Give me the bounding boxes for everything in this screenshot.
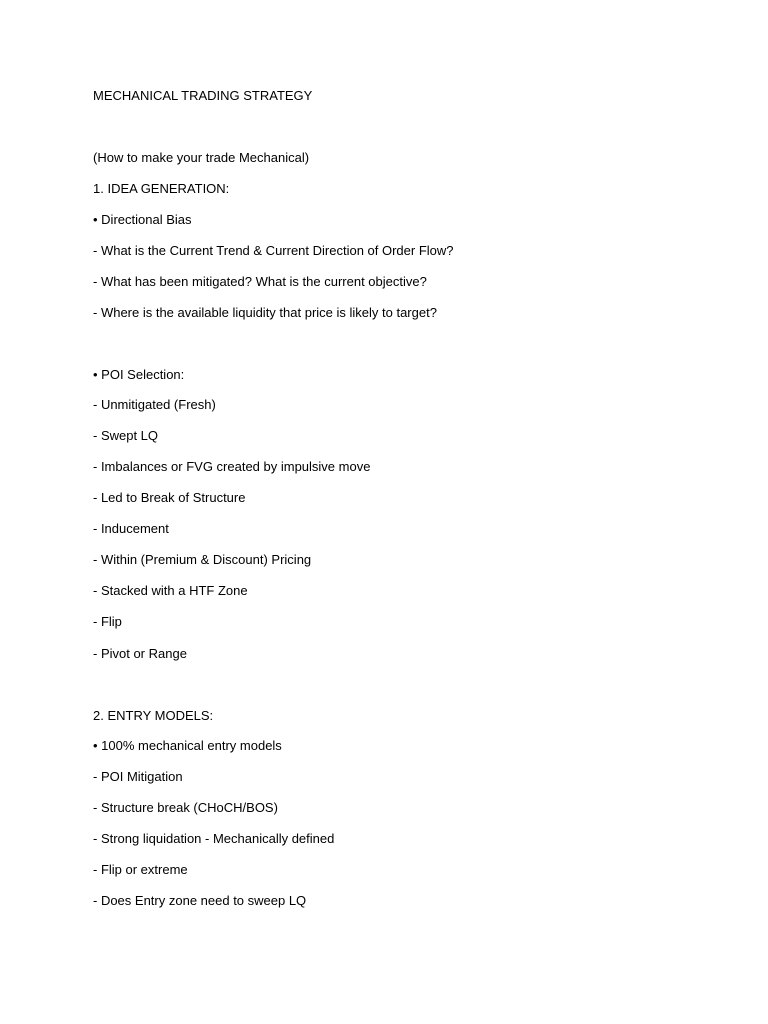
section-heading-entry-models: 2. ENTRY MODELS: (93, 708, 214, 723)
list-item: - What has been mitigated? What is the current objective? (93, 274, 427, 289)
list-item: - Flip or extreme (93, 862, 188, 877)
bullet-poi-selection: • POI Selection: (93, 367, 185, 382)
list-item: - Led to Break of Structure (93, 490, 246, 505)
list-item: - Does Entry zone need to sweep LQ (93, 893, 307, 908)
list-item: - Imbalances or FVG created by impulsive move (93, 459, 371, 474)
list-item: - Inducement (93, 521, 169, 536)
list-item: - POI Mitigation (93, 769, 183, 784)
document-title: MECHANICAL TRADING STRATEGY (93, 88, 313, 103)
section-heading-idea-generation: 1. IDEA GENERATION: (93, 181, 230, 196)
list-item: - Pivot or Range (93, 646, 187, 661)
bullet-directional-bias: • Directional Bias (93, 212, 192, 227)
list-item: - Strong liquidation - Mechanically defined (93, 831, 335, 846)
list-item: - Within (Premium & Discount) Pricing (93, 552, 312, 567)
list-item: - Where is the available liquidity that price is likely to target? (93, 305, 437, 320)
bullet-mechanical-entry-models: • 100% mechanical entry models (93, 738, 282, 753)
list-item: - Unmitigated (Fresh) (93, 397, 216, 412)
list-item: - Structure break (CHoCH/BOS) (93, 800, 278, 815)
document-subtitle: (How to make your trade Mechanical) (93, 150, 310, 165)
list-item: - Stacked with a HTF Zone (93, 583, 248, 598)
list-item: - Flip (93, 614, 122, 629)
list-item: - What is the Current Trend & Current Direction of Order Flow? (93, 243, 454, 258)
list-item: - Swept LQ (93, 428, 159, 443)
